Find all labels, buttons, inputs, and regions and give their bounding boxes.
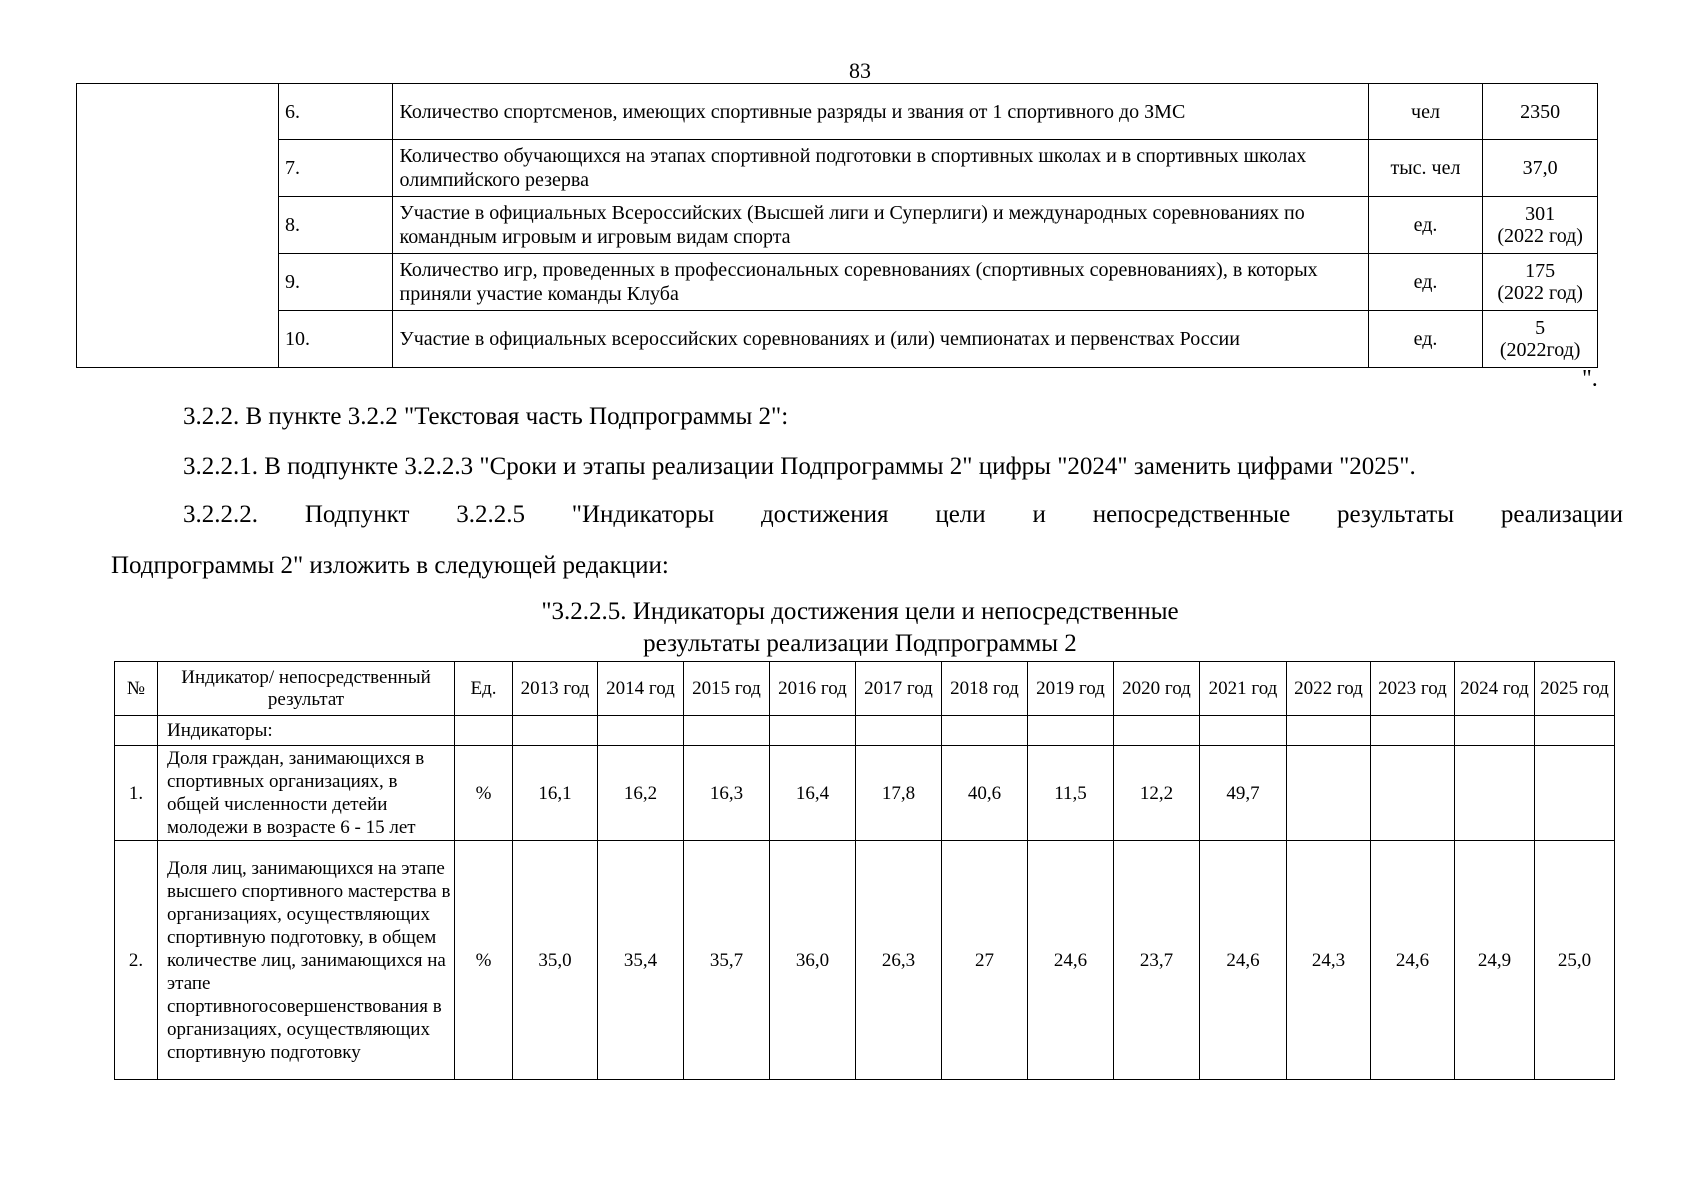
empty-cell [856,716,942,746]
row-text: Количество спортсменов, имеющих спортивные разряды и звания от 1 спортивного до ЗМС [392,84,1368,140]
year-value: 24,9 [1455,841,1535,1080]
year-value: 36,0 [770,841,856,1080]
empty-cell [942,716,1028,746]
value-main: 175 [1525,260,1556,282]
header-year: 2017 год [856,662,942,716]
table-row [77,140,1598,197]
value-year: (2022 год) [1497,225,1583,247]
row-unit: чел [1368,84,1483,140]
table-row [77,254,1598,311]
empty-cell [513,716,598,746]
row-number: 1. [115,746,158,841]
row-number: 2. [115,841,158,1080]
empty-cell [1200,716,1287,746]
table-row [115,746,1615,841]
header-year: 2018 год [942,662,1028,716]
header-year: 2025 год [1535,662,1615,716]
year-value: 35,4 [598,841,684,1080]
year-value: 11,5 [1028,746,1114,841]
row-text: Количество обучающихся на этапах спортивной подготовки в спортивных школах и в спортивных школах олимпийского резерва [392,140,1368,197]
year-value: 26,3 [856,841,942,1080]
header-year: 2023 год [1371,662,1455,716]
value-main: 37,0 [1522,157,1558,179]
table-row [77,84,1598,140]
year-value: 24,3 [1287,841,1371,1080]
year-value: 25,0 [1535,841,1615,1080]
year-value: 35,0 [513,841,598,1080]
year-value: 16,2 [598,746,684,841]
row-value [1483,311,1598,368]
section-row [115,716,1615,746]
row-unit: % [455,841,513,1080]
value-main: 5 [1535,317,1546,339]
year-value [1455,746,1535,841]
header-row [115,662,1615,716]
table-title-line-2: результаты реализации Подпрограммы 2 [643,630,1077,657]
closing-quote: ". [1582,366,1598,392]
paragraph-3-2-2-2: 3.2.2.2. Подпункт 3.2.2.5 "Индикаторы достижения цели и непосредственные результаты реализации [183,501,1623,528]
empty-cell [1455,716,1535,746]
empty-cell [1371,716,1455,746]
empty-cell [770,716,856,746]
year-value: 24,6 [1028,841,1114,1080]
header-year: 2020 год [1114,662,1200,716]
row-value [1483,84,1598,140]
year-value: 24,6 [1200,841,1287,1080]
year-value [1371,746,1455,841]
empty-cell [684,716,770,746]
header-number: № [115,662,158,716]
year-value: 16,4 [770,746,856,841]
row-number: 6. [278,84,392,140]
row-unit: ед. [1368,311,1483,368]
section-label: Индикаторы: [158,716,455,746]
indicator-name: Доля лиц, занимающихся на этапе высшего спортивного мастерства в организациях, осуществляющих спортивную подготовку, в общем количестве лиц, занимающихся на этапе спортивногосовершенствования в организациях, осуществляющих спортивную подготовку [158,841,455,1080]
indicators-table [114,661,1615,1080]
header-year: 2019 год [1028,662,1114,716]
indicator-name: Доля граждан, занимающихся в спортивных организациях, в общей численности детейи молодежи в возрасте 6 - 15 лет [158,746,455,841]
year-value: 17,8 [856,746,942,841]
row-value [1483,254,1598,311]
header-year: 2024 год [1455,662,1535,716]
row-number: 9. [278,254,392,311]
table-row [77,197,1598,254]
year-value [1535,746,1615,841]
header-year: 2022 год [1287,662,1371,716]
empty-cell [1535,716,1615,746]
paragraph-continuation: Подпрограммы 2" изложить в следующей редакции: [111,552,669,579]
year-value: 40,6 [942,746,1028,841]
value-main: 2350 [1520,100,1561,123]
table-title-line-1: "3.2.2.5. Индикаторы достижения цели и непосредственные [541,598,1179,625]
value-year: (2022год) [1499,339,1581,361]
year-value: 27 [942,841,1028,1080]
row-text: Участие в официальных Всероссийских (Высшей лиги и Суперлиги) и международных соревнованиях по командным игровым и игровым видам спорта [392,197,1368,254]
header-year: 2016 год [770,662,856,716]
empty-cell [115,716,158,746]
row-unit: % [455,746,513,841]
row-text: Количество игр, проведенных в профессиональных соревнованиях (спортивных соревнованиях), в которых приняли участие команды Клуба [392,254,1368,311]
row-text: Участие в официальных всероссийских соревнованиях и (или) чемпионатах и первенствах России [392,311,1368,368]
table-row [77,311,1598,368]
row-unit: ед. [1368,197,1483,254]
empty-cell [1114,716,1200,746]
header-year: 2021 год [1200,662,1287,716]
row-number: 10. [278,311,392,368]
row-value [1483,140,1598,197]
table-row [115,841,1615,1080]
row-number: 7. [278,140,392,197]
blank-cell [77,84,279,368]
year-value: 12,2 [1114,746,1200,841]
year-value: 16,3 [684,746,770,841]
year-value [1287,746,1371,841]
empty-cell [1028,716,1114,746]
year-value: 16,1 [513,746,598,841]
value-year: (2022 год) [1497,282,1583,304]
indicators-table-continued [76,83,1598,368]
row-unit: ед. [1368,254,1483,311]
year-value: 49,7 [1200,746,1287,841]
value-main: 301 [1525,203,1556,225]
header-year: 2015 год [684,662,770,716]
paragraph-3-2-2-1: 3.2.2.1. В подпункте 3.2.2.3 "Сроки и этапы реализации Подпрограммы 2" цифры "2024" заменить цифрами "2025". [183,453,1416,480]
year-value: 35,7 [684,841,770,1080]
year-value: 23,7 [1114,841,1200,1080]
page-number: 83 [849,58,871,83]
row-unit: тыс. чел [1368,140,1483,197]
header-year: 2013 год [513,662,598,716]
header-year: 2014 год [598,662,684,716]
year-value: 24,6 [1371,841,1455,1080]
empty-cell [598,716,684,746]
header-indicator: Индикатор/ непосредственный результат [158,662,455,716]
header-unit: Ед. [455,662,513,716]
empty-cell [1287,716,1371,746]
empty-cell [455,716,513,746]
row-value [1483,197,1598,254]
row-number: 8. [278,197,392,254]
paragraph-3-2-2: 3.2.2. В пункте 3.2.2 "Текстовая часть Подпрограммы 2": [183,403,789,430]
